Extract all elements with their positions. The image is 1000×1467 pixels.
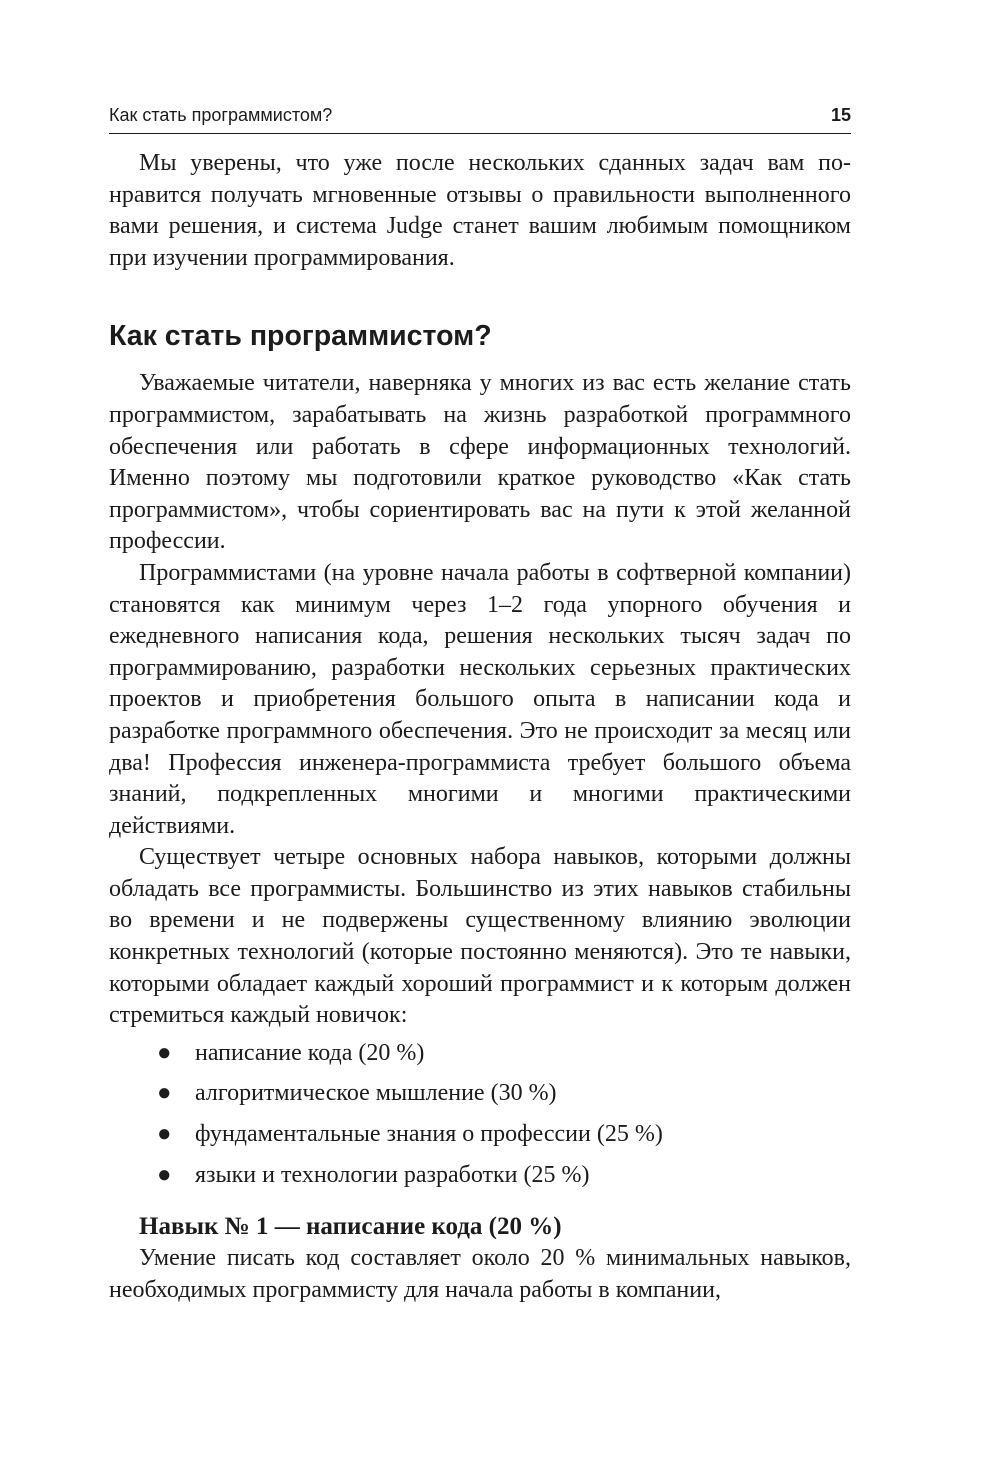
subsection-title: Навык № 1 — написание кода (20 %) (139, 1213, 562, 1241)
bullet-icon: ● (157, 1039, 172, 1066)
skill-label: алгоритмическое мышление (30 %) (195, 1080, 557, 1107)
book-page (109, 104, 851, 1306)
paragraph-2: Программистами (на уровне начала работы в софтверной компании) становятся как минимум через 1–2 года упорного обучения и ежедневного написания кода, решения нескольких тысяч задач по программированию, разработки нескольких серьезных практических проектов и приобретения большого опыта в написании кода и разработке программного обеспечения. Это не происходит за месяц или два! Профессия инженера-программиста требует большого объема знаний, подкрепленных многими и многими практическими действиями. (109, 559, 851, 839)
paragraph-1: Уважаемые читатели, наверняка у многих из вас есть желание стать программистом, зарабатывать на жизнь разработкой программного обеспечения или работать в сфере информационных технологий. Именно поэтому мы подготовили краткое руководство «Как стать программистом», чтобы сориентировать вас на пути к этой желанной профессии. (109, 370, 851, 555)
bullet-icon: ● (157, 1161, 172, 1188)
running-header (109, 104, 851, 134)
subsection-paragraph: Умение писать код составляет около 20 % минимальных навыков, необходимых программисту для начала работы в компании, (109, 1245, 851, 1303)
paragraph-3: Существует четыре основных набора навыков, которыми должны обладать все программисты. Большинство из этих навыков стабильны во времени и не подвержены существенному влиянию эволюции конкретных технологий (которые постоянно меняются). Это те навыки, которыми обладает каждый хороший программист и к которым должен стремиться каждый новичок: (109, 844, 851, 1029)
bullet-icon: ● (157, 1121, 172, 1148)
skill-label: языки и технологии разработки (25 %) (195, 1161, 590, 1188)
skill-item (109, 1038, 851, 1070)
running-title: Как стать программистом? (109, 105, 333, 125)
skills-list (109, 1038, 851, 1191)
intro-paragraph: Мы уверены, что уже после нескольких сданных задач вам понравится получать мгновенные отзывы о правильности выполненного вами решения, и система Judge станет вашим любимым помощником при изучении программирования. (109, 150, 851, 271)
section-title: Как стать программистом? (109, 320, 492, 353)
skill-item (109, 1119, 851, 1151)
skill-label: фундаментальные знания о профессии (25 %) (195, 1121, 663, 1148)
skill-label: написание кода (20 %) (195, 1039, 425, 1066)
bullet-icon: ● (157, 1080, 172, 1107)
skill-item (109, 1078, 851, 1110)
skill-item (109, 1160, 851, 1192)
page-number: 15 (830, 105, 851, 125)
